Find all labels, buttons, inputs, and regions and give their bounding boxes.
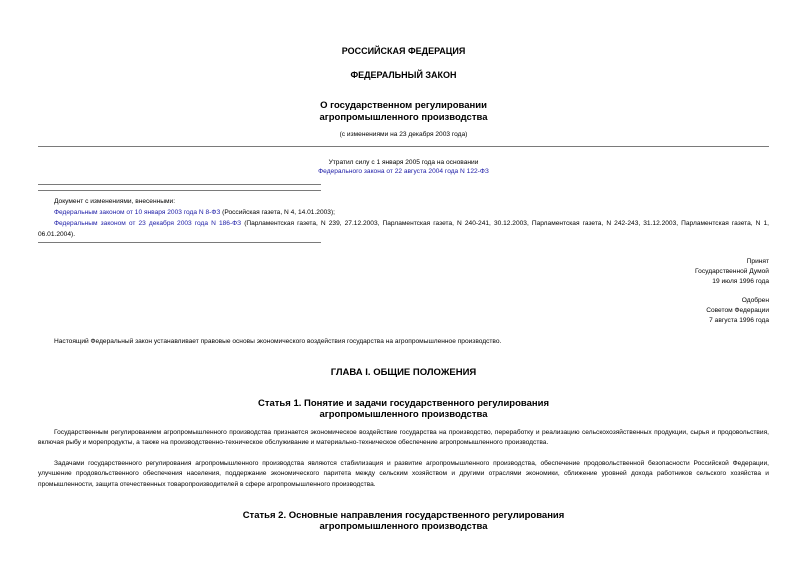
article-2-title xyxy=(0,510,807,532)
article-1-title-line1: Статья 1. Понятие и задачи государственного регулирования xyxy=(257,398,550,409)
approved-by: Советом Федерации xyxy=(706,306,769,314)
status-block xyxy=(0,158,807,176)
divider xyxy=(38,184,321,185)
law-title-line2: агропромышленного производства xyxy=(319,112,488,123)
approved-label: Одобрен xyxy=(741,297,769,304)
article-2-title-line1: Статья 2. Основные направления государственного регулирования xyxy=(242,510,565,521)
amendment-item-2 xyxy=(38,218,769,240)
article-1-paragraph-1: Государственным регулированием агропромышленного производства признается экономическое воздействие государства на производство, переработку и реализацию сельскохозяйственных продукции, сырья и продовольствия, включая рыбу и морепродукты, а также на производственно-техническое обслуживание и материально-техническое обеспечение агропромышленного производства. xyxy=(38,429,769,447)
article-1-title-line2: агропромышленного производства xyxy=(319,409,488,420)
adoption-council xyxy=(706,296,769,325)
preamble: Настоящий Федеральный закон устанавливает правовые основы экономического воздействия государства на агропромышленное производство. xyxy=(54,338,502,345)
amendment-source-1: (Российская газета, N 4, 14.01.2003); xyxy=(220,209,335,216)
adoption-duma xyxy=(695,257,769,286)
article-1-paragraph-2: Задачами государственного регулирования агропромышленного производства являются стабилизация и развитие агропромышленного производства, обеспечение продовольственной безопасности Российской Федерации, улучшение продовольственного обеспечения населения, поддержание экономического паритета между сельским хозяйством и другими отраслями экономики, сближение уровней дохода работников сельского хозяйства и промышленности, защита отечественных товаропроизводителей в сфере агропромышленного производства. xyxy=(38,460,769,488)
doc-type-heading: ФЕДЕРАЛЬНЫЙ ЗАКОН xyxy=(350,70,457,80)
divider xyxy=(38,190,321,191)
amendment-link-1[interactable]: Федеральным законом от 10 января 2003 года N 8-ФЗ xyxy=(54,209,221,216)
amendment-source-2: (Парламентская газета, N 239, 27.12.2003, Парламентская газета, N 240-241, 30.12.2003, Парламентская газета, N 242-243, 31.12.2003, Парламентская газета, N 1, 06.01.2004). xyxy=(38,220,769,238)
law-title xyxy=(0,100,807,124)
article-1-title xyxy=(0,398,807,420)
amendment-item-1 xyxy=(38,207,769,218)
divider xyxy=(38,146,769,147)
repeal-law-link[interactable]: Федерального закона от 22 августа 2004 года N 122-ФЗ xyxy=(318,168,489,176)
approved-date: 7 августа 1996 года xyxy=(709,316,769,324)
chapter-title: ГЛАВА I. ОБЩИЕ ПОЛОЖЕНИЯ xyxy=(330,367,477,378)
accepted-date: 19 июля 1996 года xyxy=(712,277,769,285)
country-heading: РОССИЙСКАЯ ФЕДЕРАЦИЯ xyxy=(341,46,466,56)
divider xyxy=(38,242,321,243)
amendments-intro: Документ с изменениями, внесенными: xyxy=(54,198,176,205)
amendment-note: (с изменениями на 23 декабря 2003 года) xyxy=(339,131,468,138)
amendments-block xyxy=(38,196,769,240)
accepted-label: Принят xyxy=(746,258,769,265)
status-text: Утратил силу с 1 января 2005 года на основании xyxy=(328,159,479,166)
article-2-title-line2: агропромышленного производства xyxy=(319,521,488,532)
accepted-by: Государственной Думой xyxy=(695,267,769,275)
amendment-link-2[interactable]: Федеральным законом от 23 декабря 2003 года N 186-ФЗ xyxy=(54,220,242,227)
law-title-line1: О государственном регулировании xyxy=(320,100,487,111)
